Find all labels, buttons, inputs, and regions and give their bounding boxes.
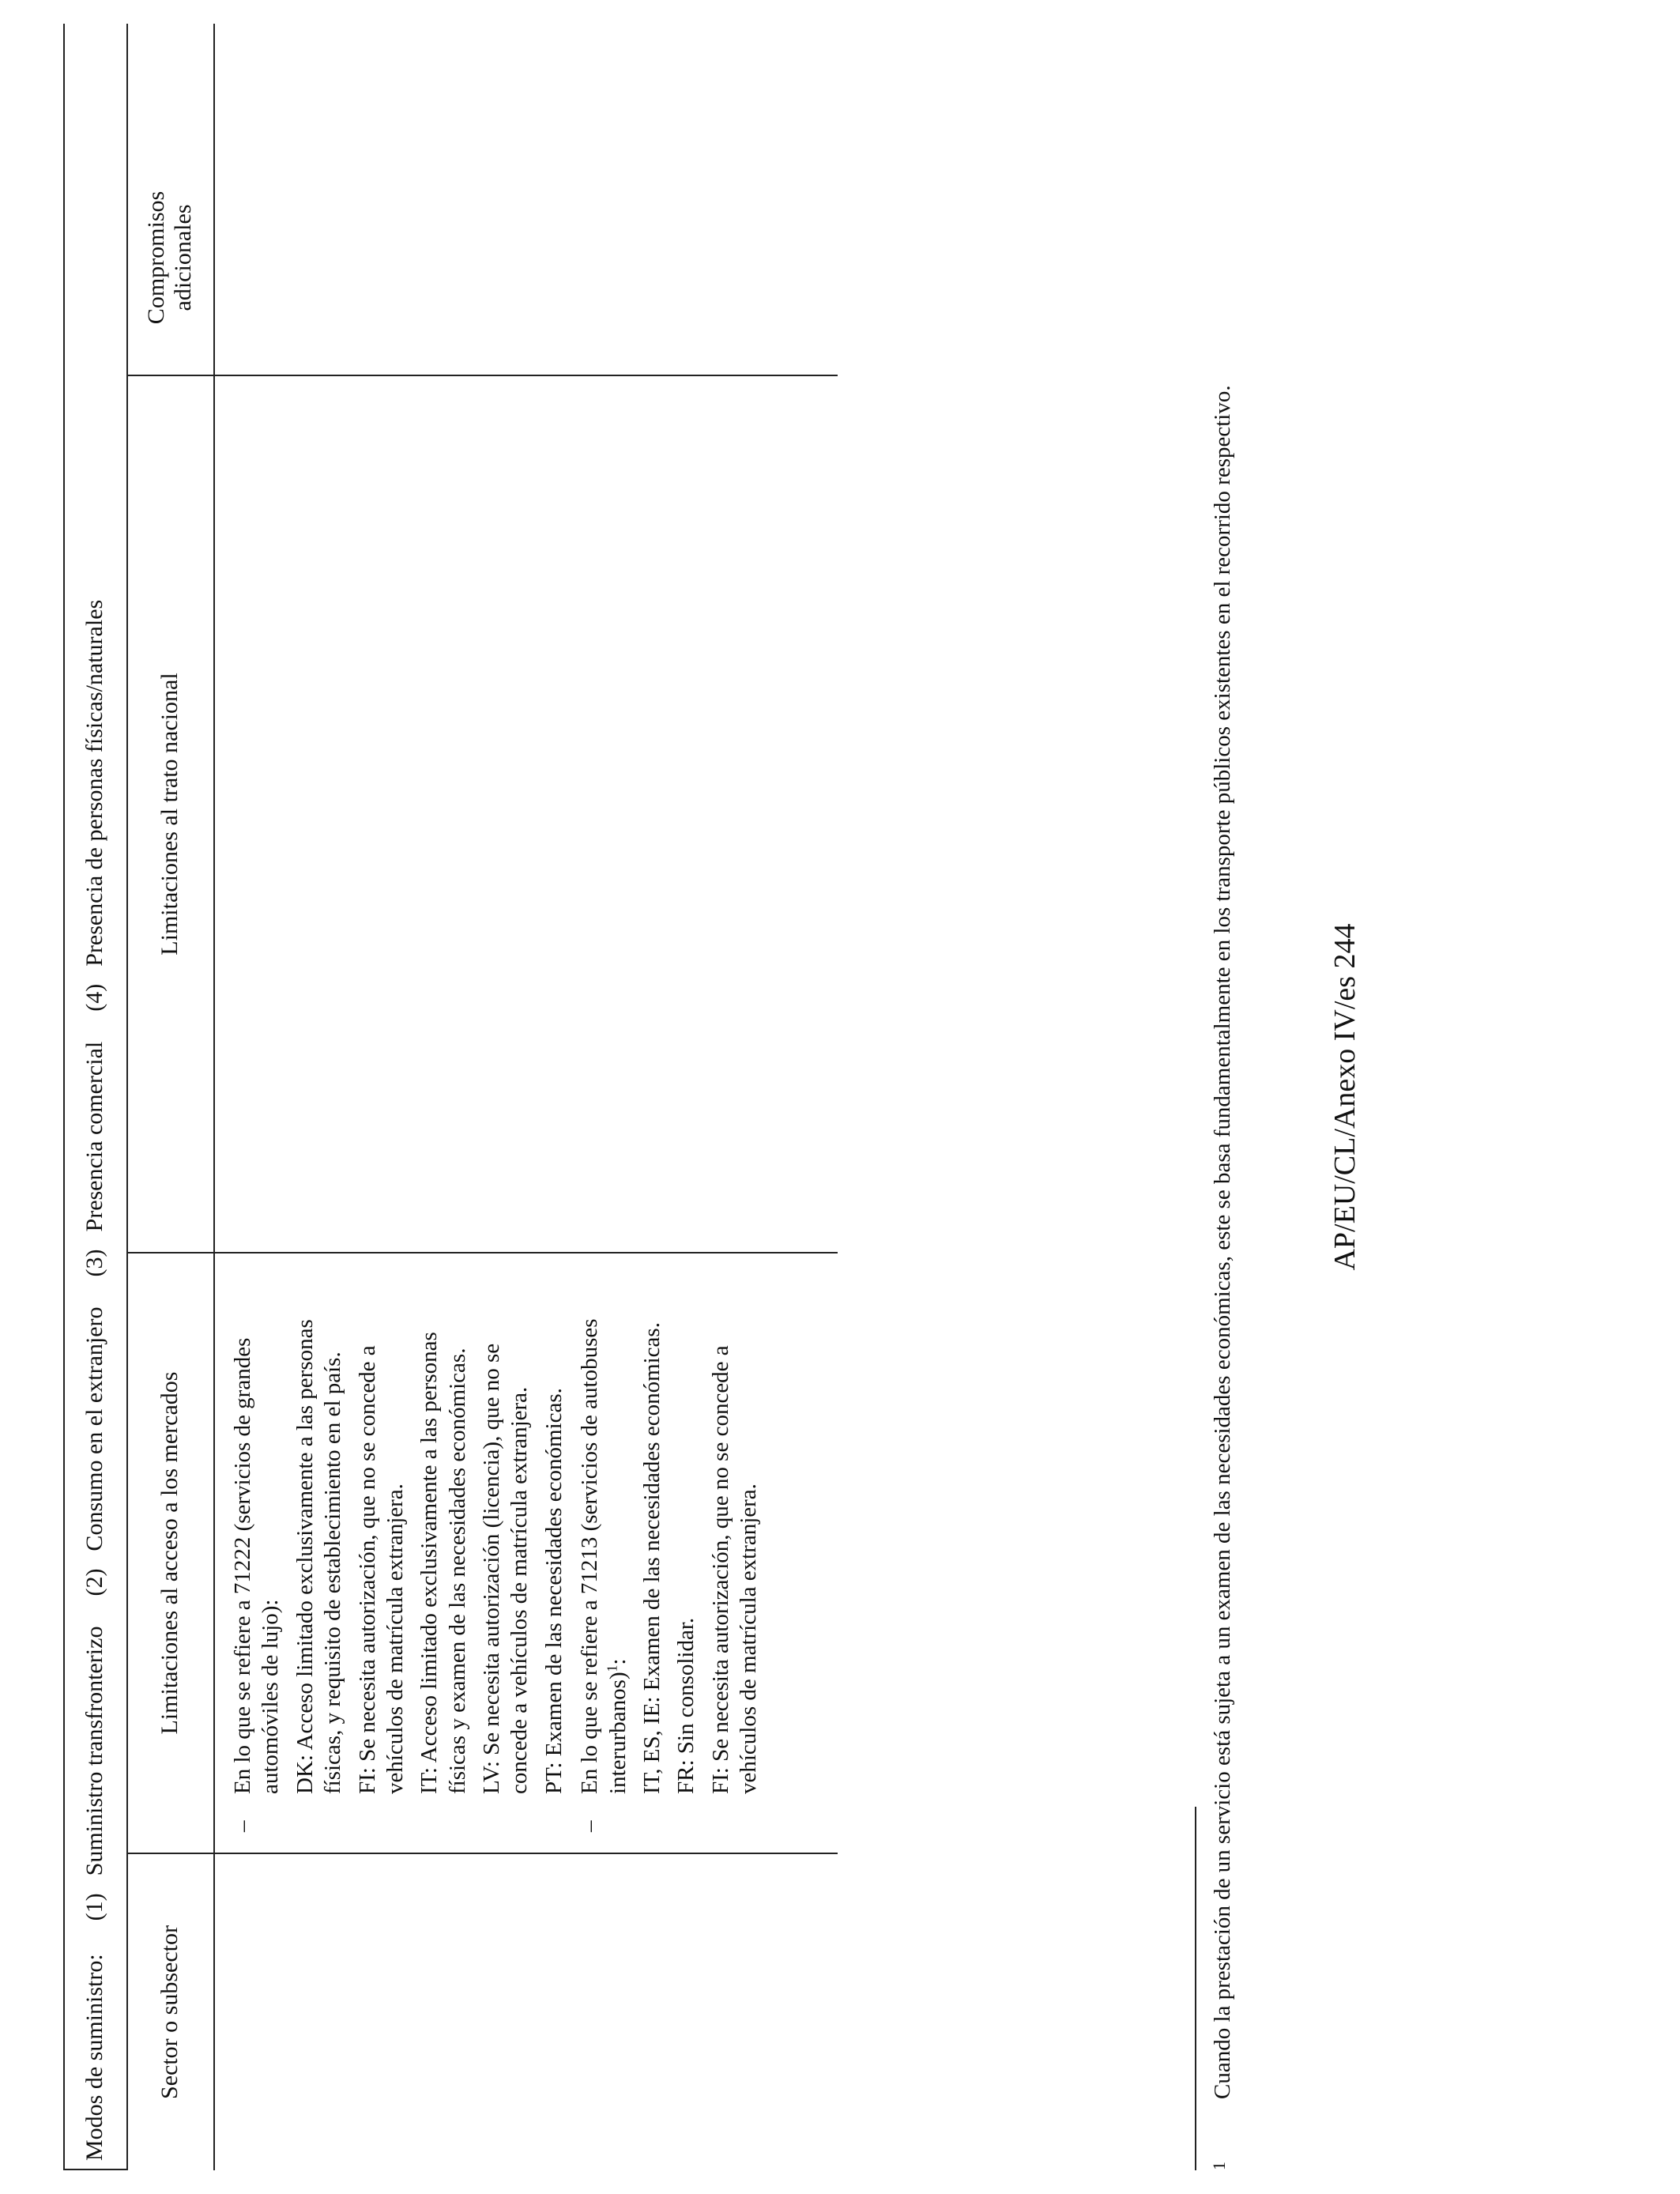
- modes-of-supply-row: [63, 24, 126, 2170]
- header-additional-commitments: Compromisos adicionales: [142, 190, 196, 325]
- list-item: FI: Se necesita autorización, que no se concede a vehículos de matrícula extranjera.: [707, 1345, 761, 1794]
- list-item: PT: Examen de las necesidades económicas.: [541, 1388, 567, 1794]
- market-access-cell: [229, 1269, 769, 1838]
- list-item: IT: Acceso limitado exclusivamente a las personas físicas y examen de las necesidades económicas.: [416, 1332, 470, 1794]
- block1-intro: En lo que se refiere a 71222 (servicios de grandes automóviles de lujo):: [230, 1337, 284, 1794]
- page-code: AP/EU/CL/Anexo IV/es 244: [1328, 923, 1362, 1271]
- list-item: [229, 1269, 285, 1838]
- mode-2-number: (2): [81, 1568, 107, 1596]
- column-divider-1: [126, 1853, 838, 1854]
- footnote-text: Cuando la prestación de un servicio está sujeta a un examen de las necesidades económicas, este se basa fundamentalmente en los transporte públicos existentes en el recorrido respectivo.: [1210, 385, 1235, 2099]
- block2-intro: En lo que se refiere a 71213 (servicios de autobuses interurbanos): [577, 1318, 631, 1794]
- header-market-access: Limitaciones al acceso a los mercados: [156, 1371, 183, 1735]
- mode-1-label: Suministro transfronterizo: [81, 1626, 107, 1876]
- modes-label: Modos de suministro:: [81, 1954, 107, 2161]
- schedule-table: [63, 24, 838, 2170]
- list-item: [576, 1269, 632, 1838]
- dash-marker: –: [230, 1820, 255, 1832]
- list-item: LV: Se necesita autorización (licencia), que no se concede a vehículos de matrícula extranjera.: [479, 1343, 533, 1794]
- mode-3-label: Presencia comercial: [81, 1041, 107, 1232]
- mode-2-label: Consumo en el extranjero: [81, 1306, 107, 1551]
- mode-4-number: (4): [81, 983, 107, 1012]
- header-national-treatment: Limitaciones al trato nacional: [156, 673, 183, 956]
- list-item: FI: Se necesita autorización, que no se concede a vehículos de matrícula extranjera.: [354, 1345, 408, 1794]
- footnote-number: 1: [1209, 2162, 1229, 2170]
- footnote: [1209, 115, 1237, 2170]
- footnote-separator: [1195, 1807, 1196, 2170]
- block2-intro-colon: :: [605, 1658, 631, 1665]
- list-item: IT, ES, IE: Examen de las necesidades económicas.: [638, 1322, 665, 1794]
- header-row-divider: [213, 24, 215, 2170]
- mode-3-number: (3): [81, 1249, 107, 1277]
- dash-marker: –: [577, 1820, 603, 1832]
- list-item: DK: Acceso limitado exclusivamente a las personas físicas, y requisito de establecimiento en el país.: [292, 1319, 346, 1794]
- list-item: FR: Sin consolidar.: [673, 1617, 699, 1794]
- footnote-reference[interactable]: 1: [603, 1664, 620, 1672]
- column-divider-2: [126, 1252, 838, 1253]
- mode-4-label: Presencia de personas físicas/naturales: [81, 599, 107, 967]
- header-sector: Sector o subsector: [156, 1925, 183, 2099]
- column-divider-3: [126, 375, 838, 376]
- mode-1-number: (1): [81, 1893, 107, 1921]
